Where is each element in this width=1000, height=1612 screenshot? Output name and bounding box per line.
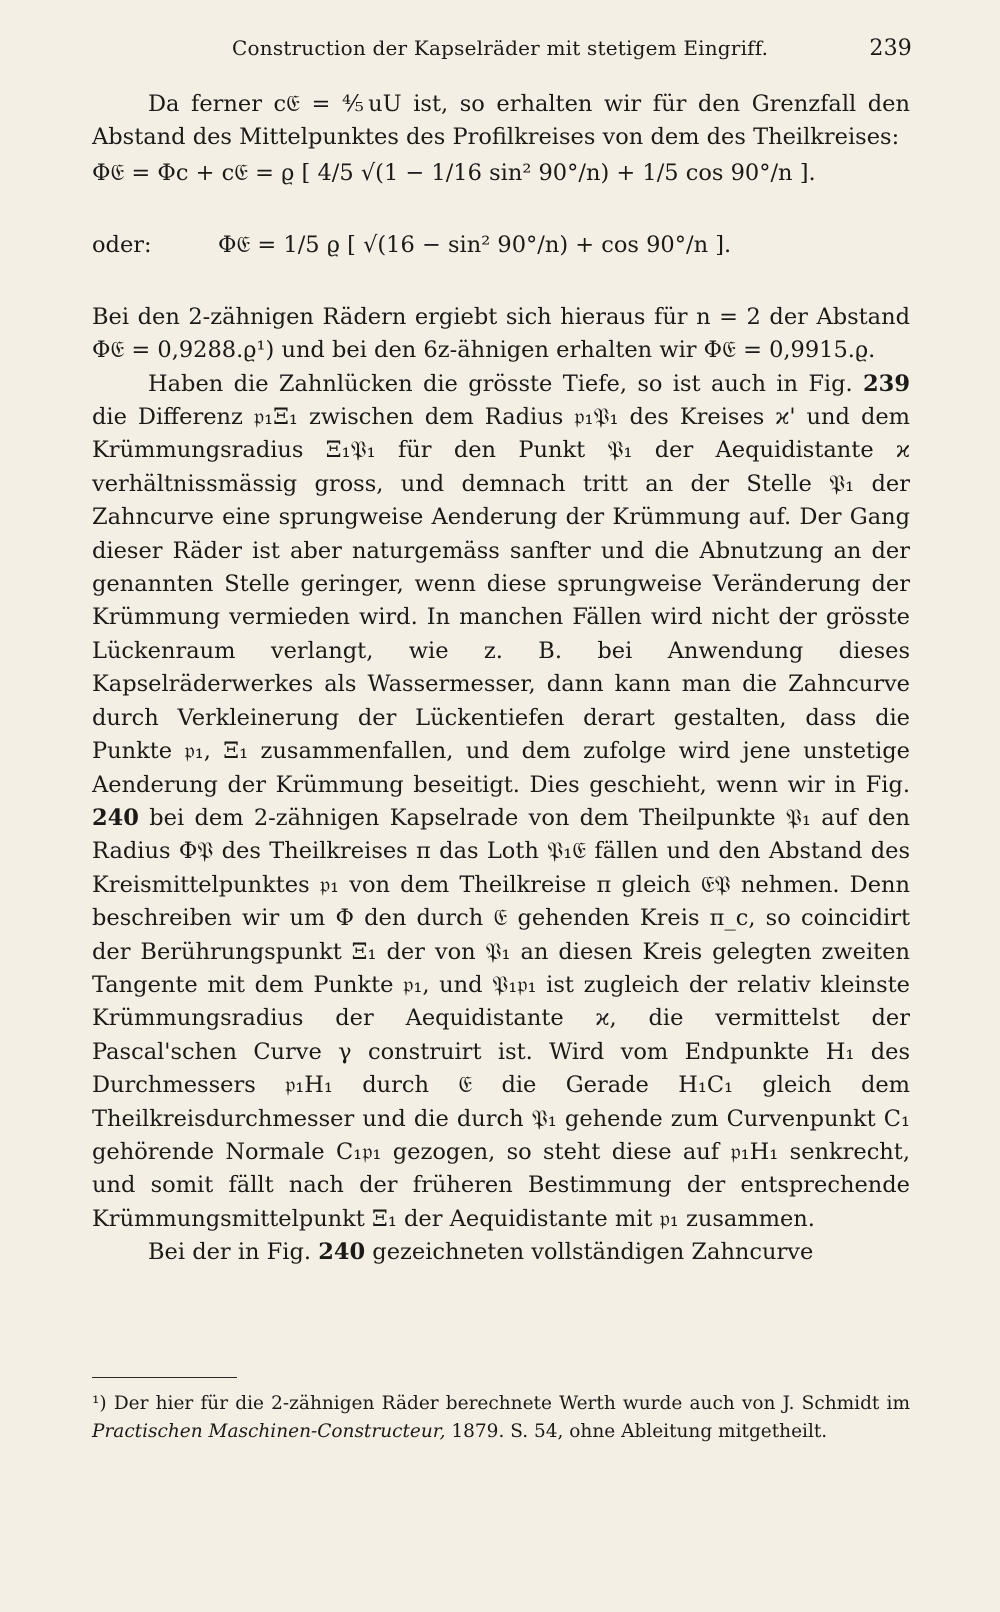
equation-2-label: oder: <box>92 231 152 258</box>
footnote-part-1: ¹) Der hier für die 2-zähnigen Räder berechnete Werth wurde auch von J. Schmidt im <box>92 1393 910 1414</box>
footnote <box>92 1390 910 1446</box>
equation-1 <box>92 157 910 227</box>
paragraph-3-part-3: bei dem 2-zähnigen Kapselrade von dem Theilpunkte 𝔓₁ auf den Radius Φ𝔓 des Theilkreises π das Loth 𝔓₁𝔈 fällen und den Abstand des Kreismittelpunktes 𝔭₁ von dem Theilkreise π gleich 𝔈𝔓 nehmen. Denn beschreiben wir um Φ den durch 𝔈 gehenden Kreis π_c, so coincidirt der Berührungspunkt Ξ₁ der von 𝔓₁ an diesen Kreis gelegten zweiten Tangente mit dem Punkte 𝔭₁, und 𝔓₁𝔭₁ ist zugleich der relativ kleinste Krümmungsradius der Aequidistante ϰ, die vermittelst der Pascal'schen Curve γ construirt ist. Wird vom Endpunkte H₁ des Durchmessers 𝔭₁H₁ durch 𝔈 die Gerade H₁C₁ gleich dem Theilkreisdurchmesser und die durch 𝔓₁ gehende zum Curvenpunkt C₁ gehörende Normale C₁𝔭₁ gezogen, so steht diese auf 𝔭₁H₁ senkrecht, und somit fällt nach der früheren Bestimmung der entsprechende Krümmungsmittelpunkt Ξ₁ der Aequidistante mit 𝔭₁ zusammen. <box>92 804 910 1232</box>
paragraph-4-part-1: Bei der in Fig. <box>148 1239 319 1266</box>
paragraph-3-part-1: Haben die Zahnlücken die grösste Tiefe, so ist auch in Fig. <box>148 370 864 397</box>
equation-2-formula: Φ𝔈 = 1/5 ϱ [ √(16 − sin² 90°/n) + cos 90°/n ]. <box>218 231 732 258</box>
paragraph-2: Bei den 2-zähnigen Rädern ergiebt sich hieraus für n = 2 der Abstand Φ𝔈 = 0,9288.ϱ¹) und bei den 6z-ähnigen erhalten wir Φ𝔈 = 0,9915.ϱ. <box>92 303 910 364</box>
footnote-rule <box>92 1377 237 1378</box>
footnote-journal: Practischen Maschinen-Constructeur, <box>92 1421 446 1442</box>
paragraph-4 <box>92 1236 910 1269</box>
equation-1-formula: Φ𝔈 = Φc + c𝔈 = ϱ [ 4/5 √(1 − 1/16 sin² 90°/n) + 1/5 cos 90°/n ]. <box>92 159 816 186</box>
footnote-text <box>92 1390 910 1446</box>
figure-ref-240-second: 240 <box>318 1239 366 1266</box>
paragraph-1: Da ferner c𝔈 = ⅘uU ist, so erhalten wir für den Grenzfall den Abstand des Mittelpunktes des Profilkreises von dem des Theilkreises: <box>92 91 910 151</box>
running-head <box>92 36 912 66</box>
figure-ref-239: 239 <box>863 370 910 397</box>
running-head-title: Construction der Kapselräder mit stetigem Eingriff. <box>232 36 769 60</box>
footnote-part-2: 1879. S. 54, ohne Ableitung mitgetheilt. <box>445 1421 828 1442</box>
paragraph-3-part-2: die Differenz 𝔭₁Ξ₁ zwischen dem Radius 𝔭₁𝔓₁ des Kreises ϰ' und dem Krümmungsradius Ξ₁𝔓₁ für den Punkt 𝔓₁ der Aequidistante ϰ verhältnissmässig gross, und demnach tritt an der Stelle 𝔓₁ der Zahncurve eine sprungweise Aenderung der Krümmung auf. Der Gang dieser Räder ist aber naturgemäss sanfter und die Abnutzung an der genannten Stelle geringer, wenn diese sprungweise Veränderung der Krümmung vermieden wird. In manchen Fällen wird nicht der grösste Lückenraum verlangt, wie z. B. bei Anwendung dieses Kapselräderwerkes als Wassermesser, dann kann man die Zahncurve durch Verkleinerung der Lückentiefen derart gestalten, dass die Punkte 𝔭₁, Ξ₁ zusammenfallen, und dem zufolge wird jene unstetige Aenderung der Krümmung beseitigt. Dies geschieht, wenn wir in Fig. <box>92 404 910 798</box>
paragraph-3 <box>92 368 910 1237</box>
body-text <box>92 88 910 1270</box>
paragraph-4-part-2: gezeichneten vollständigen Zahncurve <box>365 1239 814 1266</box>
page-number: 239 <box>869 36 912 61</box>
figure-ref-240: 240 <box>92 804 139 831</box>
equation-2 <box>92 229 910 299</box>
